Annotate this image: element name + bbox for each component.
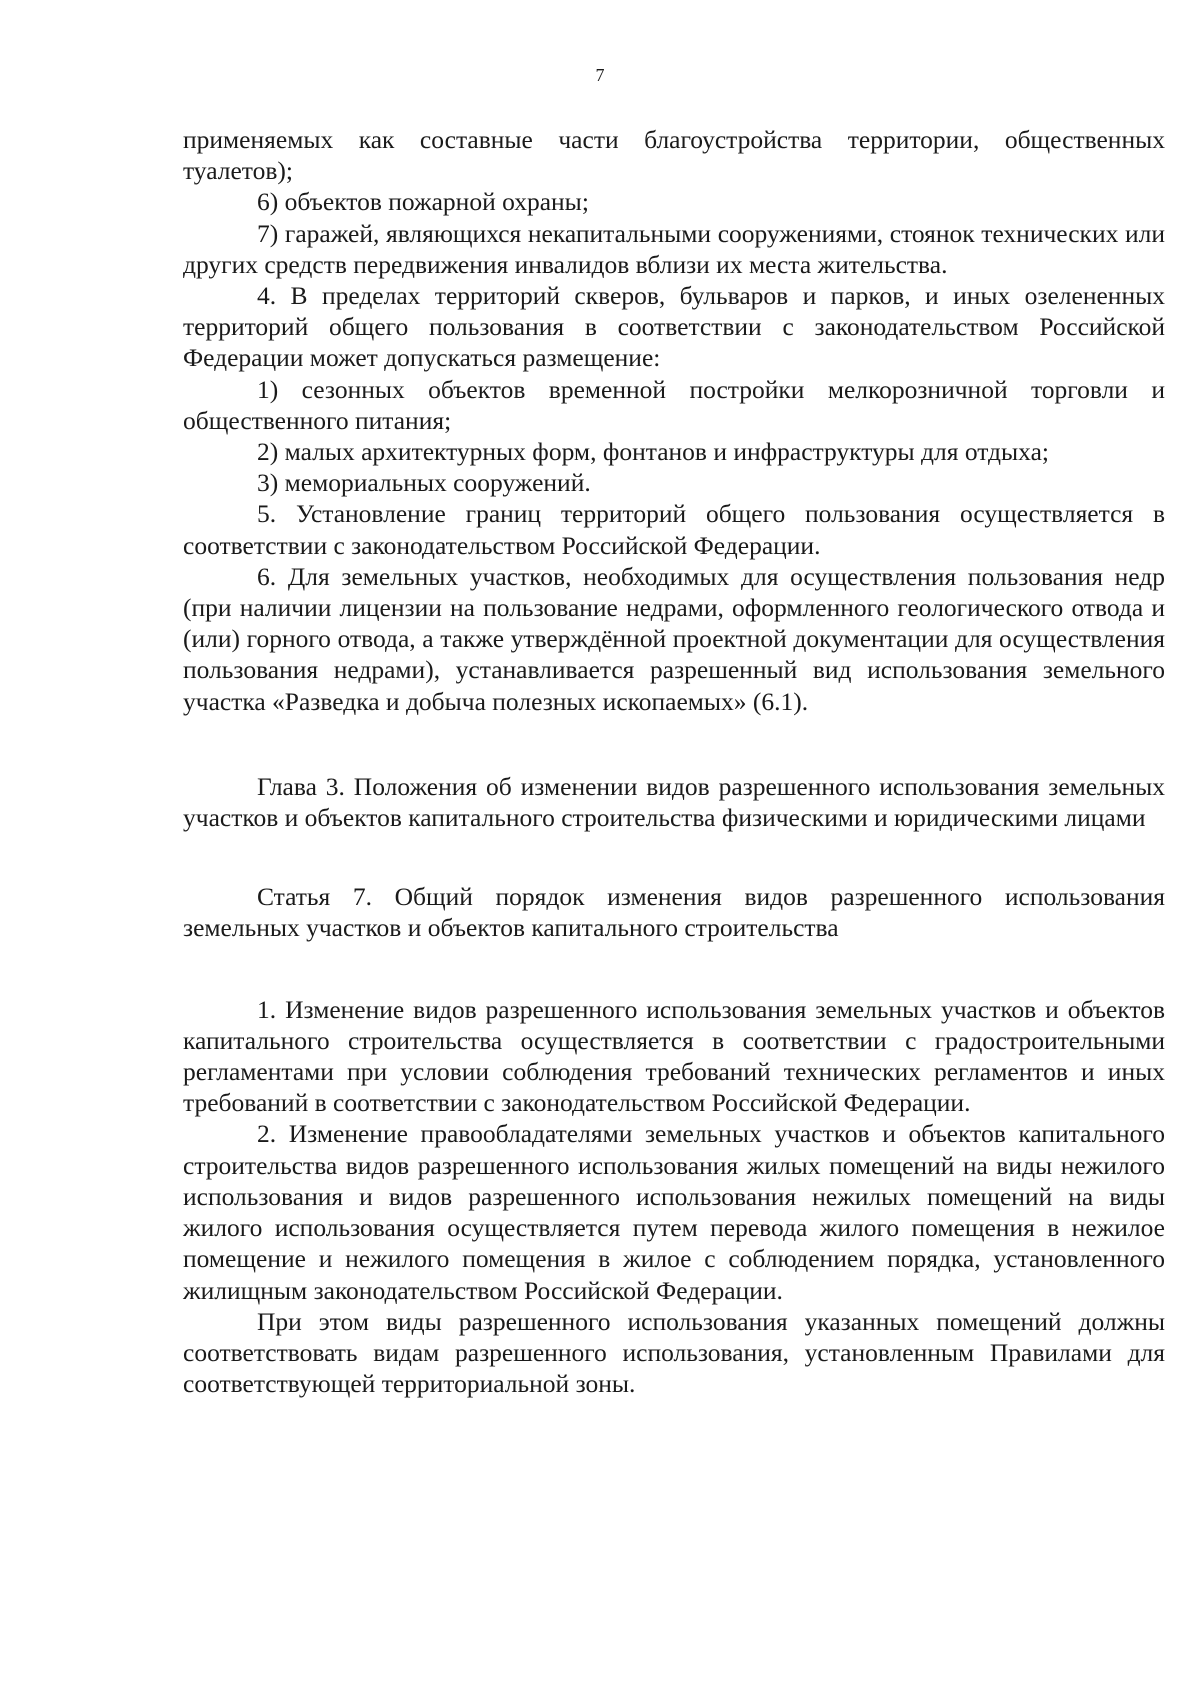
paragraph: 6) объектов пожарной охраны; xyxy=(257,187,589,217)
paragraph: 5. Установление границ территорий общего пользования осуществляется в соответствии с законодательством Российской Федерации. xyxy=(183,499,1165,560)
paragraph: применяемых как составные части благоустройства территории, общественных туалетов); xyxy=(183,125,1165,186)
paragraph: 1) сезонных объектов временной постройки мелкорозничной торговли и общественного питания; xyxy=(183,374,1165,435)
paragraph: 1. Изменение видов разрешенного использования земельных участков и объектов капитального строительства осуществляется в соответствии с градостроительными регламентами при условии соблюдения требований технических регламентов и иных требований в соответствии с законодательством Российской Федерации. xyxy=(183,994,1165,1118)
text-block-continuation xyxy=(183,124,1165,717)
paragraph: 2. Изменение правообладателями земельных участков и объектов капитального строительства видов разрешенного использования жилых помещений на виды нежилого использования и видов разрешенного использования нежилых помещений на виды жилого использования осуществляется путем перевода жилого помещения в нежилое помещение и нежилого помещения в жилое с соблюдением порядка, установленного жилищным законодательством Российской Федерации. xyxy=(183,1119,1165,1305)
article-heading: Статья 7. Общий порядок изменения видов разрешенного использования земельных участков и объектов капитального строительства xyxy=(183,882,1165,943)
paragraph: При этом виды разрешенного использования указанных помещений должны соответствовать видам разрешенного использования, установленным Правилами для соответствующей территориальной зоны. xyxy=(183,1306,1165,1399)
paragraph: 7) гаражей, являющихся некапитальными сооружениями, стоянок технических или других средств передвижения инвалидов вблизи их места жительства. xyxy=(183,218,1165,279)
paragraph: 4. В пределах территорий скверов, бульваров и парков, и иных озелененных территорий общего пользования в соответствии с законодательством Российской Федерации может допускаться размещение: xyxy=(183,281,1165,373)
paragraph: 2) малых архитектурных форм, фонтанов и инфраструктуры для отдыха; xyxy=(257,437,1049,467)
document-body xyxy=(183,124,1165,1399)
paragraph: 6. Для земельных участков, необходимых для осуществления пользования недр (при наличии лицензии на пользование недрами, оформленного геологического отвода и (или) горного отвода, а также утверждённой проектной документации для осуществления пользования недрами), устанавливается разрешенный вид использования земельного участка «Разведка и добыча полезных ископаемых» (6.1). xyxy=(183,561,1165,716)
spacer xyxy=(183,833,1165,881)
text-block-article xyxy=(183,994,1165,1400)
spacer xyxy=(183,944,1165,994)
paragraph: 3) мемориальных сооружений. xyxy=(257,468,591,498)
spacer xyxy=(183,717,1165,771)
chapter-heading: Глава 3. Положения об изменении видов разрешенного использования земельных участков и объектов капитального строительства физическими и юридическими лицами xyxy=(183,771,1165,833)
page-number: 7 xyxy=(595,65,605,85)
